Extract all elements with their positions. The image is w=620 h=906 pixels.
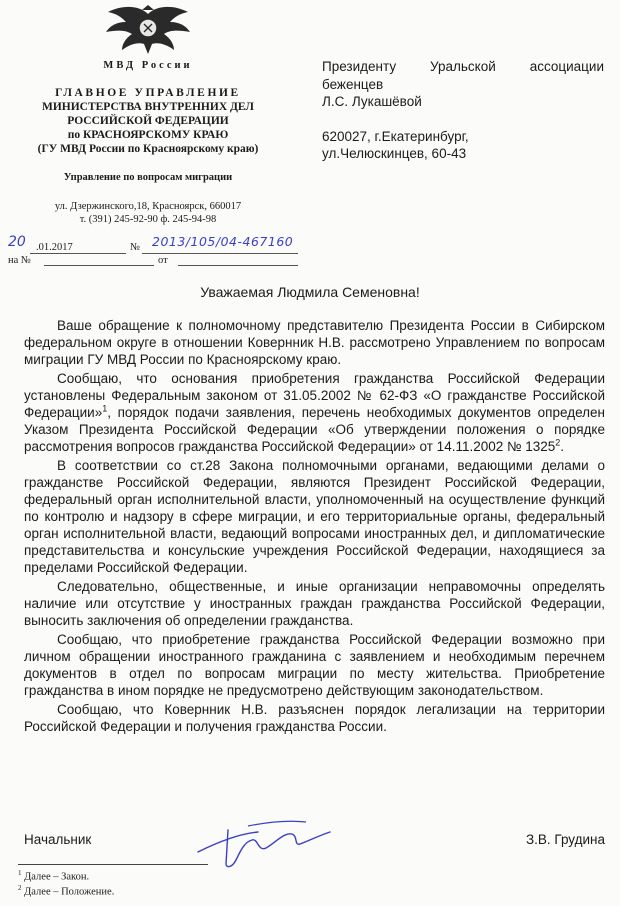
signatory-title: Начальник: [24, 832, 92, 847]
paragraph: Сообщаю, что основания приобретения гражданства Российской Федерации установлены Федеральным законом от 31.05.2002 № 62-ФЗ «О гражданстве Российской Федерации»$^1$, порядок подачи заявления, перечень необходимых документов определен Указом Президента Российской Федерации «Об утверждении положения о порядке рассмотрения вопросов гражданства Российской Федерации» от 14.11.2002 № 1325$^2$.: [24, 371, 605, 454]
paragraph: Следовательно, общественные, и иные организации неправомочны определять наличие или отсутствие у иностранных граждан гражданства Российской Федерации, выносить заключения об определении гражданства.: [24, 579, 605, 628]
footnote-ref: 1: [102, 403, 108, 414]
footnote-separator: [18, 864, 208, 865]
recipient-line: Президенту Уральской ассоциации: [322, 59, 604, 74]
footnote: $^2$ Далее – Положение.: [18, 884, 115, 898]
org-line: (ГУ МВД России по Красноярскому краю): [37, 143, 259, 155]
greeting: Уважаемая Людмила Семеновна!: [200, 284, 420, 300]
footnote: $^1$ Далее – Закон.: [18, 869, 90, 883]
paragraph: Сообщаю, что Ковернник Н.В. разъяснен порядок легализации на территории Российской Федерации и получения гражданства России.: [24, 702, 605, 734]
paragraph: Ваше обращение к полномочному представителю Президента России в Сибирском федеральном округе в отношении Ковернник Н.В. рассмотрено Управлением по вопросам миграции ГУ МВД России по Красноярскому краю.: [24, 318, 605, 367]
department-name: Управление по вопросам миграции: [63, 172, 233, 183]
phone-line: т. (391) 245-92-90 ф. 245-94-98: [79, 214, 217, 225]
reference-number-label: на №: [8, 255, 31, 266]
registration-block: [8, 236, 298, 266]
org-line: ГЛАВНОЕ УПРАВЛЕНИЕ: [55, 87, 241, 99]
reference-number-underline: [44, 265, 154, 266]
signatory-name: З.В. Грудина: [525, 832, 605, 847]
address-line: ул. Дзержинского,18, Красноярск, 660017: [54, 201, 242, 212]
recipient-line: беженцев: [322, 76, 384, 92]
recipient-address-line: 620027, г.Екатеринбург,: [322, 128, 469, 144]
org-line: РОССИЙСКОЙ ФЕДЕРАЦИИ: [67, 115, 229, 127]
double-headed-eagle-emblem-icon: [100, 4, 196, 56]
reference-date-label: от: [158, 255, 168, 266]
paragraph: В соответствии со ст.28 Закона полномочными органами, ведающими делами о гражданстве Российской Федерации, являются Президент Российской Федерации, федеральный орган исполнительной власти, уполномоченный на осуществление функций по контролю и надзору в сфере миграции, и его территориальные органы, федеральный орган исполнительной власти, ведающий вопросами иностранных дел, и дипломатические представительства и консульские учреждения Российской Федерации, находящиеся за пределами Российской Федерации.: [24, 458, 605, 575]
letter-date: .01.2017: [36, 242, 73, 253]
number-label: №: [130, 242, 141, 253]
recipient-block: [322, 58, 604, 163]
letter-body: [24, 317, 605, 737]
paragraph: Сообщаю, что приобретение гражданства Российской Федерации возможно при личном обращении иностранного гражданина с заявлением и необходимым перечнем документов в отдел по вопросам миграции по месту жительства. Приобретение гражданства в ином порядке не предусмотрено действующим законодательством.: [24, 632, 605, 698]
org-line: МИНИСТЕРСТВА ВНУТРЕННИХ ДЕЛ: [41, 101, 255, 113]
org-line: по КРАСНОЯРСКОМУ КРАЮ: [67, 129, 229, 141]
organization-title: [14, 86, 282, 156]
recipient-name: Л.С. Лукашёвой: [322, 94, 422, 109]
handwritten-letter-number: 2013/105/04-467160: [152, 234, 294, 249]
ministry-name: МВД России: [103, 60, 193, 71]
org-address: [14, 200, 282, 226]
recipient-address-line: ул.Челюскинцев, 60-43: [322, 146, 467, 161]
reference-date-underline: [178, 265, 298, 266]
handwritten-signature-icon: [188, 812, 338, 872]
footnote-ref: 2: [555, 437, 561, 448]
number-underline: [142, 253, 298, 254]
date-underline: [30, 253, 126, 254]
handwritten-day: 20: [8, 234, 26, 250]
